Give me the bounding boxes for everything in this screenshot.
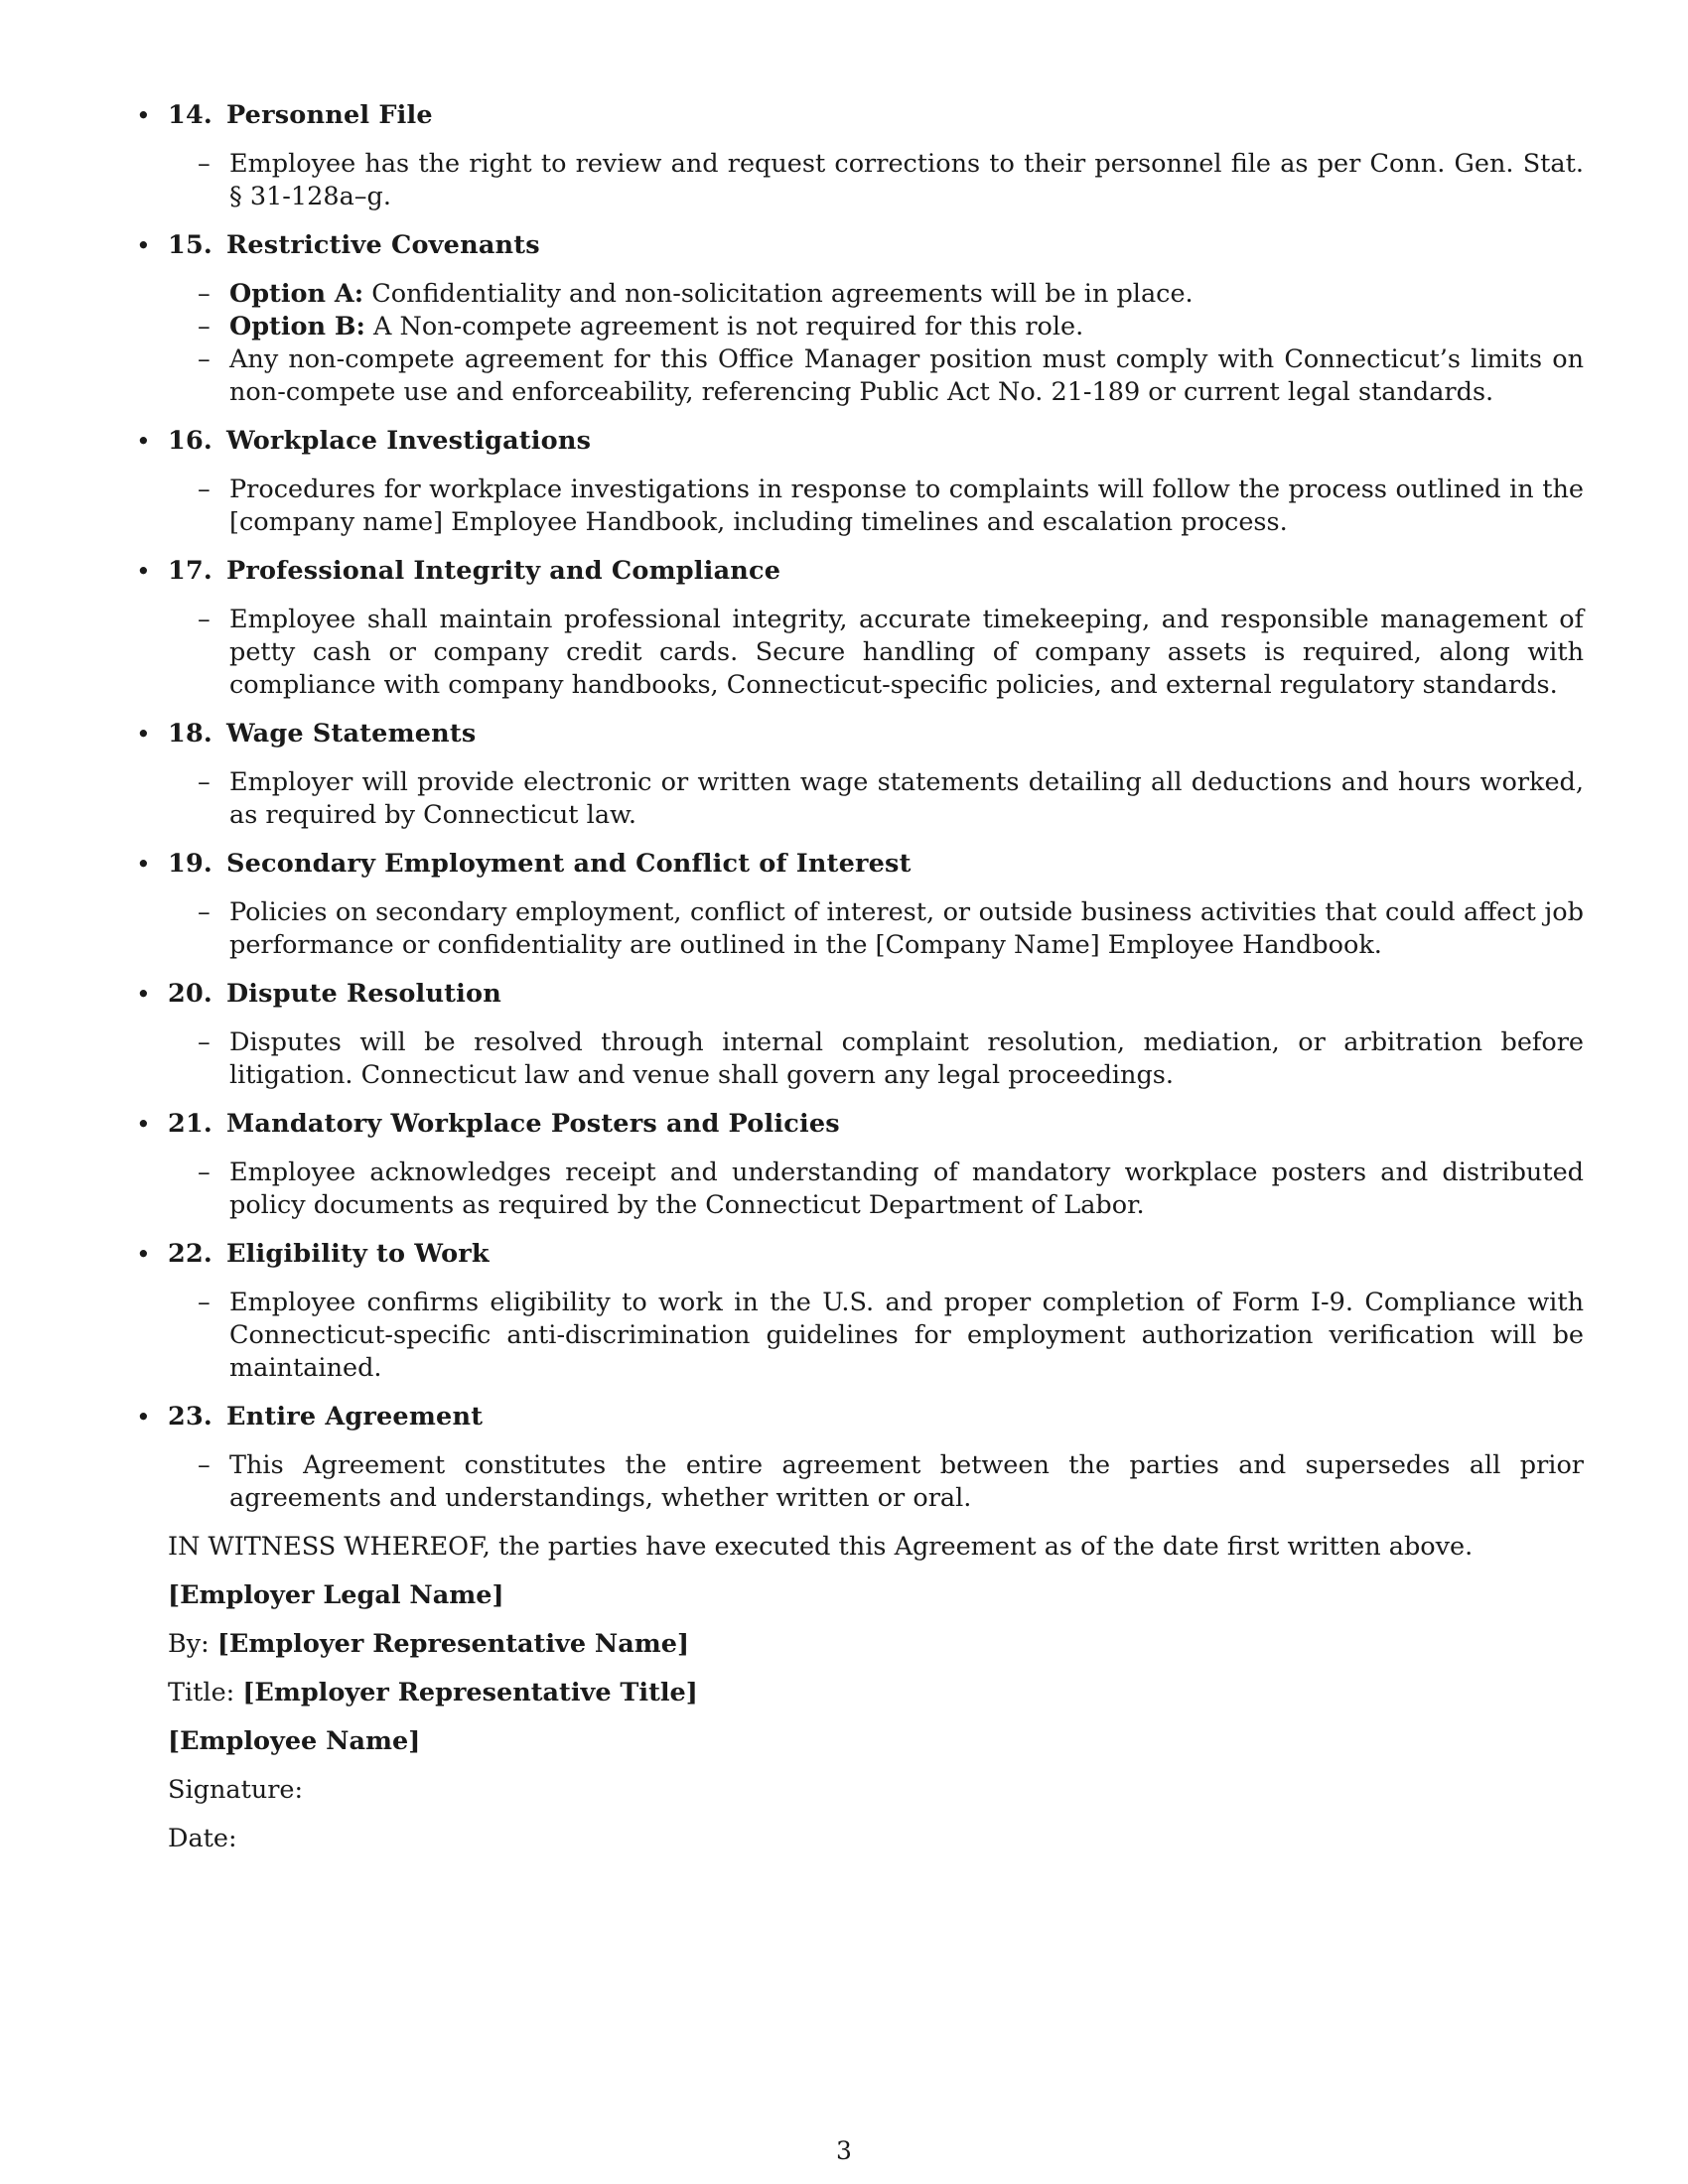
section-item [132, 978, 1584, 1092]
title-label: Title: [168, 1678, 235, 1707]
bullet-icon: • [136, 1110, 151, 1139]
section-items [168, 1287, 1584, 1385]
signature-label: Signature: [168, 1775, 304, 1805]
section-number: 15. [168, 230, 212, 260]
item-text: This Agreement constitutes the entire agreement between the parties and supersedes all prior agreements and understandings, whether written or oral. [229, 1450, 1584, 1513]
list-item [168, 278, 1584, 311]
list-item [168, 896, 1584, 962]
section-number: 17. [168, 556, 212, 586]
section-title: Mandatory Workplace Posters and Policies [225, 1109, 840, 1139]
section-number: 22. [168, 1239, 212, 1269]
section-number: 20. [168, 979, 212, 1009]
section-item [132, 848, 1584, 962]
dash-icon: – [198, 1158, 211, 1187]
document-body [132, 99, 1584, 1871]
list-item [168, 766, 1584, 832]
bullet-icon: • [136, 231, 151, 260]
section-title: Personnel File [225, 100, 433, 130]
date-label: Date: [168, 1824, 237, 1853]
section-item [132, 1238, 1584, 1385]
item-text: Employee acknowledges receipt and understanding of mandatory workplace posters and distributed policy documents as required by the Connecticut Department of Labor. [229, 1158, 1584, 1220]
section-items [168, 1449, 1584, 1515]
bullet-icon: • [136, 557, 151, 586]
dash-icon: – [198, 605, 211, 634]
bullet-icon: • [136, 427, 151, 456]
by-label: By: [168, 1629, 210, 1659]
list-item [168, 1287, 1584, 1385]
bullet-icon: • [136, 720, 151, 749]
section-heading [168, 555, 1584, 588]
section-items [168, 1026, 1584, 1092]
list-item [168, 604, 1584, 702]
section-heading [168, 425, 1584, 458]
item-text: Employee has the right to review and request corrections to their personnel file as per Conn. Gen. Stat. § 31-128a–g. [229, 149, 1584, 211]
section-heading [168, 848, 1584, 881]
section-heading [168, 718, 1584, 751]
dash-icon: – [198, 897, 211, 927]
bullet-icon: • [136, 850, 151, 879]
list-item [168, 474, 1584, 539]
dash-icon: – [198, 149, 211, 179]
signature-block [132, 1531, 1584, 1855]
dash-icon: – [198, 767, 211, 797]
section-title: Professional Integrity and Compliance [225, 556, 781, 586]
section-title: Secondary Employment and Conflict of Interest [225, 849, 912, 879]
item-text: A Non-compete agreement is not required for this role. [373, 312, 1084, 341]
section-heading [168, 229, 1584, 262]
section-number: 18. [168, 719, 212, 749]
item-text: Employee confirms eligibility to work in the U.S. and proper completion of Form I-9. Compliance with Connecticut-specific anti-discrimination guidelines for employment authorization verification will be maintained. [229, 1288, 1584, 1383]
item-text: Employee shall maintain professional integrity, accurate timekeeping, and responsible management of petty cash or company credit cards. Secure handling of company assets is required, along with compliance with company handbooks, Connecticut-specific policies, and external regulatory standards. [229, 605, 1584, 700]
dash-icon: – [198, 475, 211, 504]
bullet-icon: • [136, 101, 151, 130]
section-items [168, 1157, 1584, 1222]
bullet-icon: • [136, 980, 151, 1009]
section-items [168, 896, 1584, 962]
list-item [168, 343, 1584, 409]
section-title: Workplace Investigations [225, 426, 592, 456]
section-heading [168, 978, 1584, 1011]
witness-statement: IN WITNESS WHEREOF, the parties have executed this Agreement as of the date first written above. [168, 1532, 1474, 1562]
section-item [132, 99, 1584, 213]
section-item [132, 1401, 1584, 1515]
section-number: 14. [168, 100, 212, 130]
section-title: Restrictive Covenants [225, 230, 540, 260]
section-number: 19. [168, 849, 212, 879]
section-title: Entire Agreement [225, 1402, 484, 1432]
section-number: 16. [168, 426, 212, 456]
list-item [168, 1026, 1584, 1092]
list-item [168, 1157, 1584, 1222]
employer-title-line [168, 1677, 1584, 1709]
bullet-icon: • [136, 1240, 151, 1269]
section-item [132, 718, 1584, 832]
item-text: Any non-compete agreement for this Office Manager position must comply with Connecticut’s limits on non-compete use and enforceability, referencing Public Act No. 21-189 or current legal standards. [229, 344, 1584, 407]
list-item [168, 1449, 1584, 1515]
section-heading [168, 1238, 1584, 1271]
section-item [132, 229, 1584, 409]
section-title: Wage Statements [225, 719, 477, 749]
section-items [168, 278, 1584, 409]
dash-icon: – [198, 312, 211, 341]
page-number: 3 [836, 2136, 852, 2165]
dash-icon: – [198, 1288, 211, 1317]
option-label: Option A: [229, 279, 364, 309]
employer-representative-title: [Employer Representative Title] [242, 1678, 698, 1707]
section-items [168, 604, 1584, 702]
section-item [132, 1108, 1584, 1222]
section-number: 23. [168, 1402, 212, 1432]
option-label: Option B: [229, 312, 365, 341]
section-item [132, 425, 1584, 539]
section-item [132, 555, 1584, 702]
dash-icon: – [198, 279, 211, 309]
section-number: 21. [168, 1109, 212, 1139]
section-items [168, 474, 1584, 539]
section-title: Eligibility to Work [225, 1239, 490, 1269]
section-heading [168, 1401, 1584, 1433]
section-items [168, 148, 1584, 213]
dash-icon: – [198, 1450, 211, 1480]
item-text: Employer will provide electronic or written wage statements detailing all deductions and hours worked, as required by Connecticut law. [229, 767, 1584, 830]
item-text: Confidentiality and non-solicitation agreements will be in place. [371, 279, 1194, 309]
list-item [168, 311, 1584, 343]
employer-representative-name: [Employer Representative Name] [216, 1629, 690, 1659]
employer-legal-name: [Employer Legal Name] [168, 1580, 504, 1610]
list-item [168, 148, 1584, 213]
employee-name: [Employee Name] [168, 1726, 421, 1756]
agreement-sections [132, 99, 1584, 1515]
item-text: Procedures for workplace investigations in response to complaints will follow the process outlined in the [company name] Employee Handbook, including timelines and escalation process. [229, 475, 1584, 537]
employer-representative-line [168, 1628, 1584, 1661]
section-items [168, 766, 1584, 832]
dash-icon: – [198, 344, 211, 374]
item-text: Policies on secondary employment, conflict of interest, or outside business activities that could affect job performance or confidentiality are outlined in the [Company Name] Employee Handbook. [229, 897, 1584, 960]
section-title: Dispute Resolution [225, 979, 501, 1009]
item-text: Disputes will be resolved through internal complaint resolution, mediation, or arbitration before litigation. Connecticut law and venue shall govern any legal proceedings. [229, 1027, 1584, 1090]
dash-icon: – [198, 1027, 211, 1057]
bullet-icon: • [136, 1403, 151, 1432]
section-heading [168, 1108, 1584, 1141]
section-heading [168, 99, 1584, 132]
